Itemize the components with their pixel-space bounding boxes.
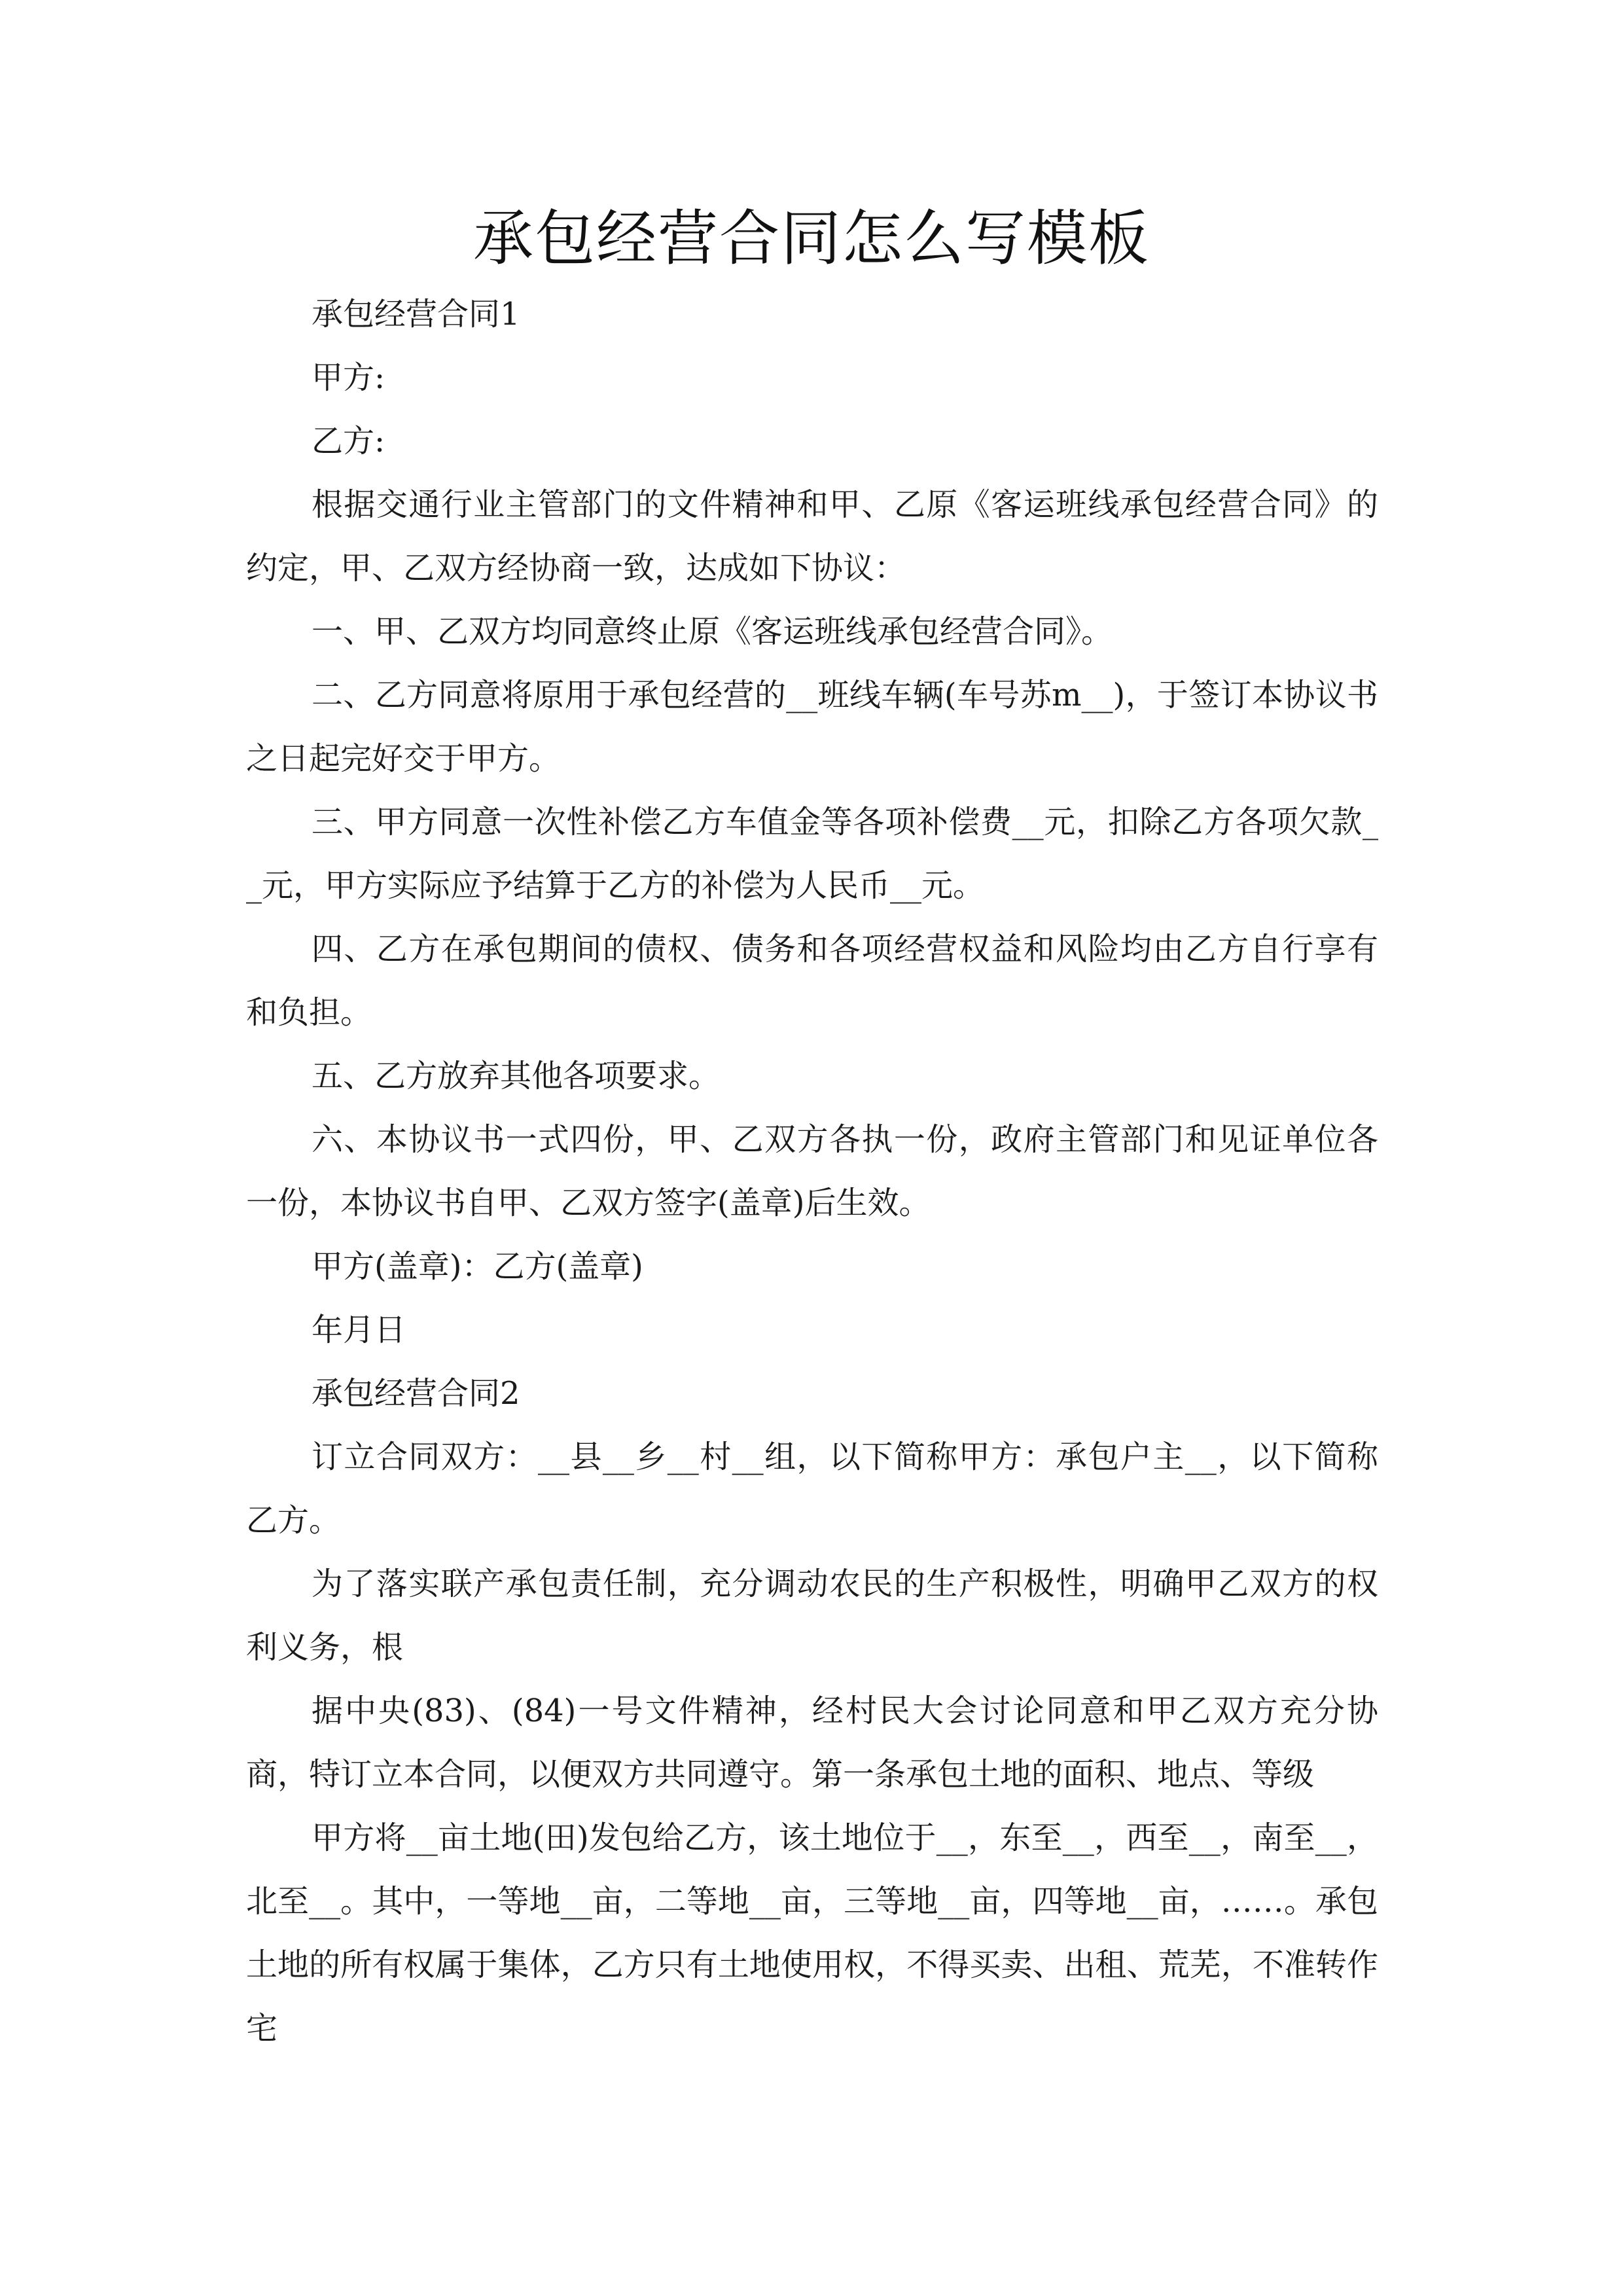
clause-1: 一、甲、乙双方均同意终止原《客运班线承包经营合同》。 bbox=[312, 613, 1113, 650]
document-title: 承包经营合同怎么写模板 bbox=[473, 204, 1150, 274]
contract-2-heading: 承包经营合同2 bbox=[312, 1375, 520, 1412]
date-line: 年月日 bbox=[312, 1312, 406, 1348]
signature-line: 甲方(盖章)：乙方(盖章) bbox=[312, 1248, 643, 1285]
contract-2-purpose: 为了落实联产承包责任制，充分调动农民的生产积极性，明确甲乙双方的权利义务，根 bbox=[246, 1566, 1378, 1666]
party-a-line: 甲方: bbox=[312, 359, 385, 396]
preamble-paragraph: 根据交通行业主管部门的文件精神和甲、乙原《客运班线承包经营合同》的约定，甲、乙双方经协商一致，达成如下协议： bbox=[246, 486, 1378, 586]
party-b-line: 乙方: bbox=[312, 423, 385, 459]
document-body bbox=[246, 283, 1378, 2060]
contract-1-heading: 承包经营合同1 bbox=[312, 296, 520, 332]
contract-2-parties: 订立合同双方：__县__乡__村__组，以下简称甲方：承包户主__，以下简称乙方。 bbox=[246, 1439, 1378, 1539]
clause-3: 三、甲方同意一次性补偿乙方车值金等各项补偿费__元，扣除乙方各项欠款__元，甲方实际应予结算于乙方的补偿为人民币__元。 bbox=[246, 804, 1378, 904]
contract-2-basis: 据中央(83)、(84)一号文件精神，经村民大会讨论同意和甲乙双方充分协商，特订立本合同，以便双方共同遵守。第一条承包土地的面积、地点、等级 bbox=[246, 1693, 1378, 1793]
clause-6: 六、本协议书一式四份，甲、乙双方各执一份，政府主管部门和见证单位各一份，本协议书自甲、乙双方签字(盖章)后生效。 bbox=[246, 1121, 1378, 1221]
clause-5: 五、乙方放弃其他各项要求。 bbox=[312, 1058, 721, 1094]
clause-4: 四、乙方在承包期间的债权、债务和各项经营权益和风险均由乙方自行享有和负担。 bbox=[246, 931, 1378, 1031]
contract-2-land-clause: 甲方将__亩土地(田)发包给乙方，该土地位于__，东至__，西至__，南至__，北至__。其中，一等地__亩，二等地__亩，三等地__亩，四等地__亩，……。承包土地的所有权属于集体，乙方只有土地使用权，不得买卖、出租、荒芜，不准转作宅 bbox=[246, 1820, 1378, 2047]
clause-2: 二、乙方同意将原用于承包经营的__班线车辆(车号苏m__)，于签订本协议书之日起完好交于甲方。 bbox=[246, 677, 1378, 777]
